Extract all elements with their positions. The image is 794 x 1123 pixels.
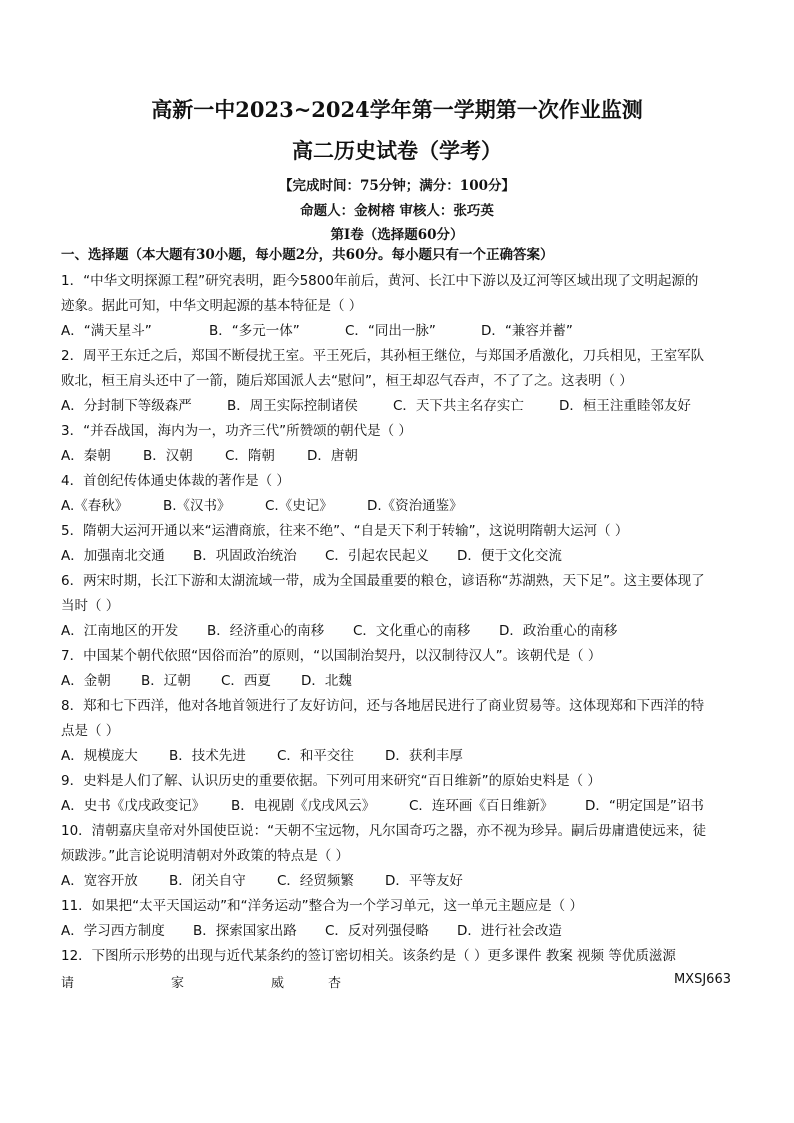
question-6-options xyxy=(61,622,617,640)
footer-char-3: 威 xyxy=(271,976,285,991)
question-7-line-1: 7．中国某个朝代依照“因俗而治”的原则，“以国制治契丹，以汉制待汉人”。该朝代是（ ） xyxy=(61,648,602,664)
option-b: B．巩固政治统治 xyxy=(193,548,297,564)
option-a: A．江南地区的开发 xyxy=(61,623,179,639)
option-a: A．加强南北交通 xyxy=(61,548,165,564)
question-9-options xyxy=(61,797,704,815)
option-b: B．“多元一体” xyxy=(209,323,300,339)
question-4-line-1: 4．首创纪传体通史体裁的著作是（ ） xyxy=(61,473,290,489)
option-a: A．“满天星斗” xyxy=(61,323,152,339)
question-10-line-1: 10．清朝嘉庆皇帝对外国使臣说：“天朝不宝远物，凡尔国奇巧之器，亦不视为珍异。嗣后毋庸遣使远来，徒 xyxy=(61,823,707,839)
option-b: B．电视剧《戊戌风云》 xyxy=(231,798,376,814)
time-info: 【完成时间：75分钟；满分：100分】 xyxy=(279,178,515,194)
option-c: C．反对列强侵略 xyxy=(325,923,429,939)
option-b: B．汉朝 xyxy=(143,448,193,464)
authors-line: 命题人：金树榕 审核人：张巧英 xyxy=(300,203,494,219)
question-8-options xyxy=(61,747,463,765)
option-a: A．宽容开放 xyxy=(61,873,138,889)
question-10-line-2: 烦跋涉。”此言论说明清朝对外政策的特点是（ ） xyxy=(61,848,350,864)
question-1-line-1: 1．“中华文明探源工程”研究表明，距今5800年前后，黄河、长江中下游以及辽河等区域出现了文明起源的 xyxy=(61,273,699,289)
question-6-line-1: 6．两宋时期，长江下游和太湖流域一带，成为全国最重要的粮仓，谚语称“苏湖熟，天下足”。这主要体现了 xyxy=(61,573,705,589)
question-9-line-1: 9．史料是人们了解、认识历史的重要依据。下列可用来研究“百日维新”的原始史料是（ ） xyxy=(61,773,601,789)
question-5-options xyxy=(61,547,562,565)
option-a: A．规模庞大 xyxy=(61,748,138,764)
exam-title: 高新一中2023~2024学年第一学期第一次作业监测 xyxy=(151,97,643,122)
question-3-line-1: 3．“并吞战国，海内为一，功齐三代”所赞颂的朝代是（ ） xyxy=(61,423,412,439)
section-heading: 一、选择题（本大题有30小题，每小题2分，共60分。每小题只有一个正确答案） xyxy=(61,247,554,263)
option-b: B．经济重心的南移 xyxy=(207,623,325,639)
question-3-options xyxy=(61,447,358,465)
option-c: C．隋朝 xyxy=(225,448,275,464)
option-a: A．金朝 xyxy=(61,673,111,689)
option-d: D．“明定国是”诏书 xyxy=(585,798,704,814)
question-11-options xyxy=(61,922,562,940)
option-c: C.《史记》 xyxy=(265,498,333,514)
page-footer xyxy=(61,972,731,990)
option-c: C．“同出一脉” xyxy=(345,323,436,339)
option-d: D．“兼容并蓄” xyxy=(481,323,573,339)
footer-char-2: 家 xyxy=(171,976,185,991)
question-8-line-2: 点是（ ） xyxy=(61,723,120,739)
question-7-options xyxy=(61,672,352,690)
question-2-line-2: 败北，桓王肩头还中了一箭，随后郑国派人去“慰问”，桓王却忍气吞声，不了了之。这表明（ ） xyxy=(61,373,633,389)
option-d: D．北魏 xyxy=(301,673,352,689)
question-2-options xyxy=(61,397,691,415)
exam-subtitle: 高二历史试卷（学考） xyxy=(292,138,502,163)
question-1-line-2: 迹象。据此可知，中华文明起源的基本特征是（ ） xyxy=(61,298,363,314)
option-c: C．文化重心的南移 xyxy=(353,623,471,639)
option-d: D.《资治通鉴》 xyxy=(367,498,463,514)
option-c: C．和平交往 xyxy=(277,748,354,764)
option-c: C．西夏 xyxy=(221,673,271,689)
option-d: D．政治重心的南移 xyxy=(499,623,618,639)
option-d: D．便于文化交流 xyxy=(457,548,562,564)
option-d: D．平等友好 xyxy=(385,873,463,889)
footer-code: MXSJ663 xyxy=(673,972,731,987)
option-a: A．分封制下等级森严 xyxy=(61,398,192,414)
option-a: A．史书《戊戌政变记》 xyxy=(61,798,206,814)
option-b: B．技术先进 xyxy=(169,748,246,764)
question-1-options xyxy=(61,322,573,340)
option-c: C．引起农民起义 xyxy=(325,548,429,564)
question-12-line-1: 12．下图所示形势的出现与近代某条约的签订密切相关。该条约是（ ）更多课件 教案 视频 等优质滋源 xyxy=(61,948,676,964)
option-d: D．桓王注重睦邻友好 xyxy=(559,398,691,414)
question-2-line-1: 2．周平王东迁之后，郑国不断侵扰王室。平王死后，其孙桓王继位，与郑国矛盾激化，刀兵相见，王室军队 xyxy=(61,348,705,364)
option-d: D．获利丰厚 xyxy=(385,748,463,764)
option-c: C．天下共主名存实亡 xyxy=(393,398,524,414)
question-8-line-1: 8．郑和七下西洋，他对各地首领进行了友好访问，还与各地居民进行了商业贸易等。这体现郑和下西洋的特 xyxy=(61,698,705,714)
option-c: C．连环画《百日维新》 xyxy=(409,798,554,814)
footer-char-1: 请 xyxy=(61,976,75,991)
option-b: B．闭关自守 xyxy=(169,873,246,889)
footer-char-4: 杏 xyxy=(328,976,342,991)
option-a: A.《春秋》 xyxy=(61,498,129,514)
option-b: B．周王实际控制诸侯 xyxy=(227,398,358,414)
option-b: B．探索国家出路 xyxy=(193,923,297,939)
option-b: B.《汉书》 xyxy=(163,498,231,514)
option-d: D．进行社会改造 xyxy=(457,923,562,939)
question-10-options xyxy=(61,872,463,890)
option-c: C．经贸频繁 xyxy=(277,873,354,889)
part-heading: 第Ⅰ卷（选择题60分） xyxy=(330,227,464,243)
option-a: A．学习西方制度 xyxy=(61,923,165,939)
option-b: B．辽朝 xyxy=(141,673,191,689)
question-4-options xyxy=(61,497,463,515)
option-a: A．秦朝 xyxy=(61,448,111,464)
question-6-line-2: 当时（ ） xyxy=(61,598,120,614)
option-d: D．唐朝 xyxy=(307,448,358,464)
question-11-line-1: 11．如果把“太平天国运动”和“洋务运动”整合为一个学习单元，这一单元主题应是（ ） xyxy=(61,898,583,914)
question-5-line-1: 5．隋朝大运河开通以来“运漕商旅，往来不绝”、“自是天下利于转输”，这说明隋朝大运河（ ） xyxy=(61,523,629,539)
